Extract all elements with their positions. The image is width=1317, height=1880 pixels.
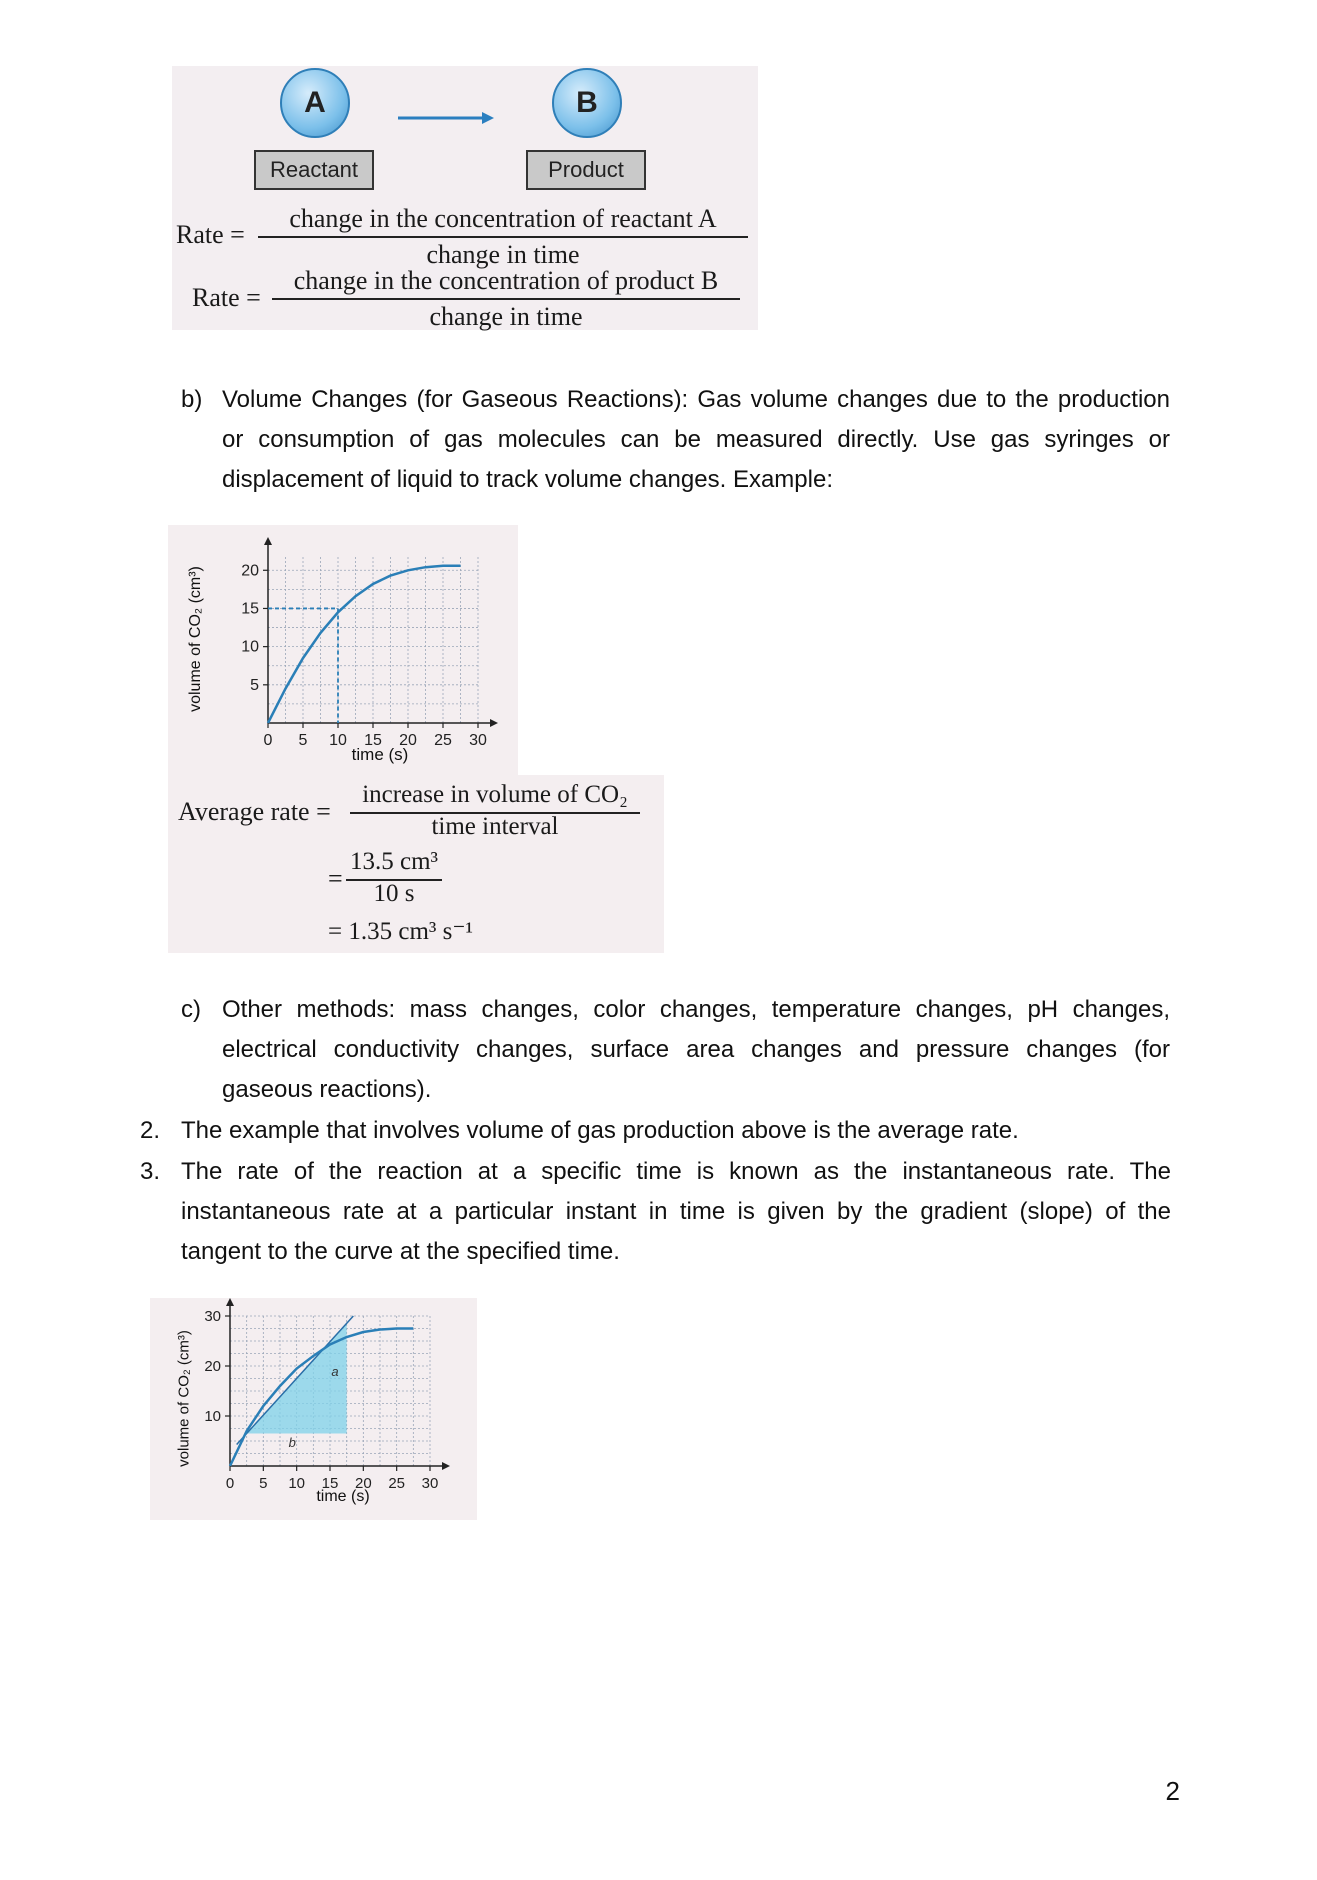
g2-x-tick-label: 20 [354,1475,372,1492]
avg-rate-value-numerator: 13.5 cm³ [349,848,439,875]
graph-2 [150,1298,477,1520]
g1-y-tick-label: 15 [241,600,259,618]
g1-x-tick-label: 25 [434,732,452,749]
rate-a-numerator: change in the concentration of reactant A [289,204,717,233]
g1-y-tick-label: 5 [250,676,259,694]
g2-x-arrow [442,1462,450,1470]
g1-y-tick-label: 10 [241,638,259,656]
rate-a-denominator: change in time [426,240,580,269]
g1-y-arrow [264,537,272,545]
rate-b-denominator: change in time [429,302,583,331]
g2-x-tick-label: 30 [421,1475,439,1492]
rate-b-fraction-bar [272,298,740,300]
g1-x-tick-label: 0 [263,732,273,749]
page-number: 2 [1165,1776,1180,1806]
g1-y-tick-label: 20 [241,562,259,580]
graph-2-label-a: a [331,1364,339,1379]
g2-x-tick-label: 15 [321,1475,339,1492]
g1-x-tick-label: 20 [399,732,417,749]
avg-rate-numerator: increase in volume of CO₂ [362,781,628,808]
graph-2-xlabel: time (s) [316,1488,370,1505]
g2-y-tick-label: 10 [204,1408,221,1425]
item-3-marker: 3. [140,1158,161,1185]
rate-b-numerator: change in the concentration of product B [293,266,719,295]
item-2-marker: 2. [140,1117,161,1144]
species-a-circle: A [280,68,350,138]
g2-x-tick-label: 10 [288,1475,306,1492]
graph-1 [168,525,518,780]
reaction-arrow [396,110,496,126]
g1-x-arrow [490,719,498,727]
item-c-text: Other methods: mass changes, color changes, temperature changes, pH changes, electrical conductivity changes, surface area changes and pressure changes (for gaseous reactions). [222,996,1170,1103]
avg-rate-eq-sign: = [328,864,343,893]
graph-1-grid [268,555,478,723]
rate-a-fraction-bar [258,236,748,238]
item-3-text: The rate of the reaction at a specific time is known as the instantaneous rate. The instantaneous rate at a particular instant in time is given by the gradient (slope) of the tangent to the curve at the specified time. [181,1158,1171,1265]
rate-b-label: Rate = [192,283,261,312]
graph-1-ylabel: volume of CO₂ (cm³) [187,566,204,712]
g1-x-tick-label: 15 [364,732,382,749]
item-2-text: The example that involves volume of gas production above is the average rate. [181,1117,1019,1144]
avg-rate-result: = 1.35 cm³ s⁻¹ [328,918,474,945]
g2-x-tick-label: 25 [388,1475,406,1492]
item-b-marker: b) [181,386,203,413]
graph-1-axes [264,537,498,727]
product-label: Product [526,150,646,190]
graph-1-xlabel: time (s) [351,745,409,764]
g2-x-tick-label: 0 [225,1475,235,1492]
g2-x-tick-label: 5 [259,1475,268,1492]
graph-2-ylabel: volume of CO₂ (cm³) [175,1330,193,1467]
avg-rate-label: Average rate = [178,797,331,826]
item-c-marker: c) [181,996,201,1023]
g1-x-tick-label: 30 [469,732,487,749]
g2-y-tick-label: 20 [204,1358,221,1375]
item-b-text: Volume Changes (for Gaseous Reactions): Gas volume changes due to the production or consumption of gas molecules can be measured directly. Use gas syringes or displacement of liquid to track volume changes. Example: [222,386,1170,493]
g1-x-tick-label: 10 [329,732,347,749]
species-b-circle: B [552,68,622,138]
g2-y-tick-label: 30 [204,1308,221,1325]
reactant-label: Reactant [254,150,374,190]
rate-a-label: Rate = [176,220,245,249]
g1-x-tick-label: 5 [298,732,308,749]
avg-rate-denominator: time interval [431,813,559,840]
avg-rate-value-denominator: 10 s [373,880,415,907]
g2-y-arrow [226,1298,234,1306]
graph-2-label-b: b [288,1435,296,1450]
